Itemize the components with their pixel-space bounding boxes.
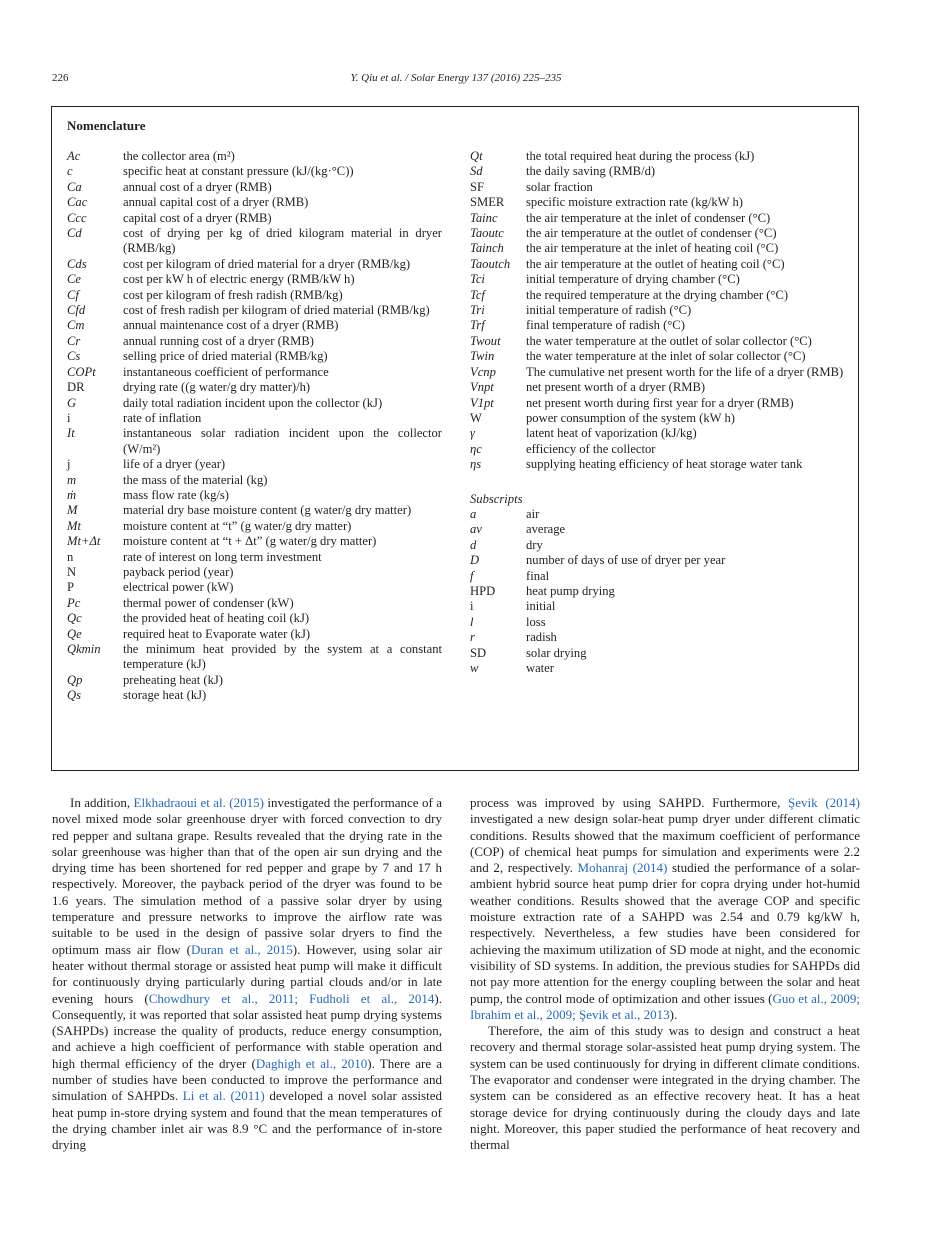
citation-link[interactable]: Daghigh et al., 2010 — [255, 1055, 368, 1071]
paragraph-text: In addition, — [70, 795, 134, 810]
nomenclature-entry — [67, 211, 442, 226]
nomenclature-definition: net present worth during first year for a dryer (RMB) — [526, 395, 794, 410]
nomenclature-entry — [67, 534, 442, 549]
citation-link[interactable]: Chowdhury et al., 2011; Fudholi et al., 2014 — [148, 990, 435, 1006]
nomenclature-symbol: j — [67, 457, 71, 472]
nomenclature-definition: final temperature of radish (°C) — [526, 318, 685, 333]
nomenclature-symbol: SD — [470, 645, 487, 660]
nomenclature-symbol: G — [67, 395, 77, 410]
nomenclature-symbol: It — [67, 426, 75, 441]
nomenclature-entry — [67, 272, 442, 287]
citation-link[interactable]: Guo et al., 2009; Ibrahim et al., 2009; Şevik et al., 2013 — [470, 990, 860, 1022]
nomenclature-entry — [470, 538, 850, 553]
nomenclature-entry — [470, 396, 850, 411]
nomenclature-entry — [470, 257, 850, 272]
nomenclature-box — [51, 106, 859, 771]
nomenclature-symbol: Ce — [67, 272, 81, 287]
nomenclature-definition: rate of inflation — [123, 410, 202, 425]
nomenclature-symbol: Qp — [67, 672, 83, 687]
nomenclature-definition: capital cost of a dryer (RMB) — [123, 210, 272, 225]
nomenclature-symbol: ṁ — [67, 487, 77, 502]
nomenclature-entry — [67, 257, 442, 272]
nomenclature-symbol: Twout — [470, 333, 501, 348]
nomenclature-symbol: Ac — [67, 149, 81, 163]
nomenclature-entry — [470, 288, 850, 303]
nomenclature-definition: the air temperature at the outlet of condenser (°C) — [526, 226, 777, 241]
nomenclature-symbol: D — [470, 553, 480, 568]
nomenclature-entry — [470, 334, 850, 349]
nomenclature-definition: the provided heat of heating coil (kJ) — [123, 611, 310, 626]
nomenclature-symbol: Cf — [67, 287, 79, 302]
nomenclature-entry — [470, 211, 850, 226]
nomenclature-symbol: m — [67, 472, 77, 487]
paragraph-text: ). Consequently, it was reported that solar assisted heat pump drying systems (SAHPDs) increase the quality of products, reduce energy consumption, and achieve a high coefficient of performance with stable operation and high thermal efficiency of the dryer ( — [52, 990, 443, 1071]
nomenclature-symbol: V1pt — [470, 395, 494, 410]
nomenclature-entry — [67, 673, 442, 688]
nomenclature-symbol: r — [470, 630, 475, 645]
paragraph-text: investigated a new design solar-heat pump dryer under different climatic conditions. Results showed that the maximum coefficient of performance (COP) of chemical heat pumps for simulation and experiments were 2.2 and 2, respectively. — [470, 811, 860, 876]
nomenclature-symbol: M — [67, 503, 78, 518]
nomenclature-definition: loss — [526, 614, 546, 629]
nomenclature-symbol: Vnpt — [470, 380, 494, 395]
nomenclature-symbol: HPD — [470, 583, 496, 598]
nomenclature-symbol: f — [470, 568, 474, 583]
nomenclature-symbol: ηs — [470, 457, 482, 472]
nomenclature-symbol: SF — [470, 179, 485, 194]
nomenclature-symbol: i — [67, 410, 71, 425]
nomenclature-definition: annual cost of a dryer (RMB) — [123, 179, 272, 194]
nomenclature-entry — [67, 473, 442, 488]
nomenclature-symbol: Taoutch — [470, 256, 511, 271]
nomenclature-entry — [470, 569, 850, 584]
paragraph-text: investigated the performance of a novel mixed mode solar greenhouse dryer with forced convection to dry red pepper and sultana grape. Results revealed that the drying rate in the solar greenhouse was higher than that of the open air sun drying and the drying time has been shortened for red pepper and grape by 7 and 17 h respectively. Moreover, the payback period of the dryer was found to be 1.6 years. The simulation method of a passive solar dryer by using temperature and pressure networks to improve the airflow rate was suitable to be used in the design of passive solar dryers to find the optimum mass air flow ( — [52, 795, 443, 957]
nomenclature-definition: the air temperature at the inlet of condenser (°C) — [526, 210, 771, 225]
nomenclature-symbol: w — [470, 661, 479, 675]
nomenclature-definition: water — [526, 661, 554, 675]
nomenclature-symbol: Qc — [67, 611, 82, 626]
nomenclature-symbol: av — [470, 522, 482, 537]
nomenclature-entry — [67, 195, 442, 210]
nomenclature-entry — [470, 226, 850, 241]
subscripts-title: Subscripts — [470, 491, 523, 506]
nomenclature-entry — [67, 611, 442, 626]
nomenclature-symbol: Ca — [67, 179, 82, 194]
citation-link[interactable]: Mohanraj (2014) — [577, 860, 668, 876]
nomenclature-symbol: Cac — [67, 195, 88, 210]
nomenclature-definition: moisture content at “t + Δt” (g water/g dry matter) — [123, 534, 377, 549]
nomenclature-definition: the daily saving (RMB/d) — [526, 164, 656, 179]
nomenclature-symbol: i — [470, 599, 474, 614]
nomenclature-symbol: Cds — [67, 256, 87, 271]
nomenclature-entry — [67, 164, 442, 179]
nomenclature-definition: the water temperature at the inlet of solar collector (°C) — [526, 349, 806, 364]
nomenclature-entry — [470, 411, 850, 426]
nomenclature-entry — [67, 288, 442, 303]
nomenclature-definition: cost per kilogram of dried material for a dryer (RMB/kg) — [123, 256, 411, 271]
page-header — [52, 72, 860, 88]
nomenclature-entry — [470, 164, 850, 179]
nomenclature-definition: power consumption of the system (kW h) — [526, 410, 735, 425]
body-right-column — [470, 795, 860, 1154]
nomenclature-definition: the air temperature at the inlet of heating coil (°C) — [526, 241, 779, 256]
paragraph — [470, 1023, 860, 1153]
nomenclature-entry — [67, 380, 442, 395]
nomenclature-definition: daily total radiation incident upon the collector (kJ) — [123, 395, 383, 410]
nomenclature-symbol: Tcf — [470, 287, 485, 302]
nomenclature-symbol: c — [67, 164, 73, 179]
nomenclature-definition: instantaneous coefficient of performance — [123, 364, 329, 379]
nomenclature-definition: mass flow rate (kg/s) — [123, 487, 229, 502]
nomenclature-definition: the water temperature at the outlet of solar collector (°C) — [526, 333, 812, 348]
nomenclature-entry — [67, 596, 442, 611]
nomenclature-entry — [470, 272, 850, 287]
nomenclature-definition: cost of fresh radish per kilogram of dried material (RMB/kg) — [123, 303, 430, 318]
nomenclature-definition: thermal power of condenser (kW) — [123, 595, 294, 610]
nomenclature-symbol: Mt+Δt — [67, 534, 101, 549]
nomenclature-definition: selling price of dried material (RMB/kg) — [123, 349, 328, 364]
nomenclature-entry — [67, 396, 442, 411]
nomenclature-definition: average — [526, 522, 566, 537]
nomenclature-symbol: W — [470, 410, 482, 425]
nomenclature-symbol: Cr — [67, 333, 81, 348]
nomenclature-definition: cost of drying per kg of dried kilogram material in dryer (RMB/kg) — [123, 226, 442, 256]
nomenclature-symbol: Tri — [470, 303, 485, 318]
paragraph-text: studied the performance of a solar-ambient hybrid source heat pump drier for copra drying under hot-humid weather conditions. Results showed that the average COP and specific moisture extraction rate of a SAHPD was 2.54 and 0.79 kg/kW h, respectively. Nevertheless, a few studies have been considered for achieving the maximum utilization of SD mode at night, and the economic visibility of SD systems. In addition, the previous studies for SAHPDs did not pay more attention for the energy coupling between the solar and heat pump, the control mode of optimization and other issues ( — [470, 860, 860, 1006]
nomenclature-definition: dry — [526, 537, 543, 552]
nomenclature-symbol: Qe — [67, 626, 82, 641]
nomenclature-symbol: SMER — [470, 195, 505, 210]
nomenclature-entry — [67, 149, 442, 164]
nomenclature-entry — [67, 688, 442, 703]
paragraph-text: ). There are a number of studies have been conducted to improve the performance and simulation of SAHPDs. — [52, 1055, 443, 1104]
nomenclature-entry — [67, 565, 442, 580]
nomenclature-entry — [67, 426, 442, 457]
citation-link[interactable]: Duran et al., 2015 — [190, 941, 293, 957]
nomenclature-symbol: Qt — [470, 149, 483, 163]
nomenclature-entry — [67, 519, 442, 534]
citation-link[interactable]: Şevik (2014) — [788, 795, 860, 810]
nomenclature-definition: final — [526, 568, 550, 583]
nomenclature-entry — [470, 241, 850, 256]
nomenclature-entry — [470, 195, 850, 210]
nomenclature-entry — [67, 349, 442, 364]
nomenclature-definition: payback period (year) — [123, 564, 234, 579]
nomenclature-definition: the mass of the material (kg) — [123, 472, 268, 487]
nomenclature-symbol: Qs — [67, 688, 81, 703]
nomenclature-symbol: Vcnp — [470, 364, 496, 379]
nomenclature-entry — [470, 584, 850, 599]
nomenclature-definition: drying rate ((g water/g dry matter)/h) — [123, 380, 311, 395]
nomenclature-definition: cost per kilogram of fresh radish (RMB/kg) — [123, 287, 343, 302]
nomenclature-entry — [67, 334, 442, 349]
nomenclature-entry — [470, 380, 850, 395]
nomenclature-definition: the collector area (m²) — [123, 149, 235, 163]
nomenclature-definition: solar fraction — [526, 179, 593, 194]
nomenclature-entry — [470, 457, 850, 472]
nomenclature-definition: efficiency of the collector — [526, 441, 656, 456]
nomenclature-entry — [470, 149, 850, 164]
nomenclature-symbol: Trf — [470, 318, 485, 333]
nomenclature-entry — [470, 507, 850, 522]
nomenclature-right-column — [470, 149, 850, 676]
citation-link[interactable]: Elkhadraoui et al. (2015) — [133, 795, 264, 810]
nomenclature-definition: latent heat of vaporization (kJ/kg) — [526, 426, 697, 441]
nomenclature-definition: supplying heating efficiency of heat storage water tank — [526, 457, 803, 472]
paragraph-text: process was improved by using SAHPD. Furthermore, — [470, 795, 789, 810]
nomenclature-definition: annual running cost of a dryer (RMB) — [123, 333, 314, 348]
nomenclature-definition: heat pump drying — [526, 583, 615, 598]
nomenclature-symbol: P — [67, 580, 75, 595]
nomenclature-symbol: Twin — [470, 349, 495, 364]
nomenclature-symbol: Ccc — [67, 210, 87, 225]
nomenclature-definition: the minimum heat provided by the system at a constant temperature (kJ) — [123, 642, 442, 672]
nomenclature-left-column — [67, 149, 442, 704]
nomenclature-entry — [67, 180, 442, 195]
nomenclature-symbol: Pc — [67, 595, 81, 610]
nomenclature-symbol: N — [67, 564, 77, 579]
nomenclature-definition: initial temperature of drying chamber (°C) — [526, 272, 740, 287]
nomenclature-entry — [67, 503, 442, 518]
nomenclature-symbol: Cd — [67, 226, 82, 241]
nomenclature-definition: material dry base moisture content (g water/g dry matter) — [123, 503, 412, 518]
nomenclature-entry — [67, 365, 442, 380]
nomenclature-symbol: COPt — [67, 364, 96, 379]
nomenclature-symbol: Sd — [470, 164, 483, 179]
nomenclature-symbol: Tainch — [470, 241, 504, 256]
nomenclature-entry — [470, 442, 850, 457]
nomenclature-title: Nomenclature — [67, 118, 146, 133]
nomenclature-entry — [470, 180, 850, 195]
nomenclature-definition: initial — [526, 599, 556, 614]
nomenclature-definition: specific heat at constant pressure (kJ/(kg·°C)) — [123, 164, 354, 179]
nomenclature-symbol: γ — [470, 426, 475, 441]
nomenclature-symbol: Cs — [67, 349, 81, 364]
nomenclature-entry — [470, 426, 850, 441]
nomenclature-definition: electrical power (kW) — [123, 580, 234, 595]
paragraph-text: ). However, using solar air heater without thermal storage or assisted heat pump will make it difficult for continuously drying particularly during partial clouds and/or in late evening hours ( — [52, 941, 442, 1006]
nomenclature-symbol: DR — [67, 380, 85, 395]
nomenclature-definition: instantaneous solar radiation incident upon the collector (W/m²) — [123, 426, 442, 456]
nomenclature-symbol: a — [470, 506, 477, 521]
paragraph — [470, 795, 860, 1023]
nomenclature-symbol: n — [67, 549, 74, 564]
nomenclature-entry — [67, 303, 442, 318]
nomenclature-entry — [67, 627, 442, 642]
running-title: Y. Qiu et al. / Solar Energy 137 (2016) 225–235 — [350, 72, 562, 84]
nomenclature-entry — [67, 318, 442, 333]
nomenclature-entry — [470, 661, 850, 676]
page-number: 226 — [52, 72, 69, 84]
nomenclature-entry — [67, 642, 442, 673]
nomenclature-definition: moisture content at “t” (g water/g dry matter) — [123, 518, 352, 533]
nomenclature-entry — [470, 365, 850, 380]
nomenclature-symbol: ηc — [470, 441, 482, 456]
nomenclature-symbol: Mt — [67, 518, 81, 533]
nomenclature-definition: air — [526, 506, 540, 521]
nomenclature-symbol: Qkmin — [67, 642, 101, 656]
nomenclature-entry — [67, 580, 442, 595]
nomenclature-definition: preheating heat (kJ) — [123, 672, 224, 687]
nomenclature-entry — [470, 522, 850, 537]
nomenclature-definition: specific moisture extraction rate (kg/kW h) — [526, 195, 743, 210]
nomenclature-definition: the total required heat during the process (kJ) — [526, 149, 755, 163]
nomenclature-entry — [470, 349, 850, 364]
paragraph-text: ). — [669, 1006, 678, 1022]
nomenclature-symbol: Tainc — [470, 210, 498, 225]
nomenclature-symbol: Tci — [470, 272, 485, 287]
nomenclature-definition: annual maintenance cost of a dryer (RMB) — [123, 318, 339, 333]
nomenclature-entry — [470, 303, 850, 318]
nomenclature-definition: The cumulative net present worth for the life of a dryer (RMB) — [526, 364, 844, 379]
paragraph — [52, 795, 442, 1154]
nomenclature-entry — [67, 488, 442, 503]
nomenclature-definition: initial temperature of radish (°C) — [526, 303, 692, 318]
nomenclature-entry — [470, 646, 850, 661]
nomenclature-definition: life of a dryer (year) — [123, 457, 226, 472]
nomenclature-definition: radish — [526, 630, 557, 645]
nomenclature-definition: the required temperature at the drying chamber (°C) — [526, 287, 789, 302]
paragraph-text: Therefore, the aim of this study was to design and construct a heat recovery and thermal storage solar-assisted heat pump drying system. The system can be used continuously for drying in different climate conditions. The evaporator and condenser were integrated in the drying chamber. The system can be considered as an effective recovery heat. It has a heat storage device for drying continuously during the cloudy days and late night. Moreover, this paper studied the performance of heat recovery and thermal — [470, 1023, 860, 1153]
nomenclature-definition: storage heat (kJ) — [123, 688, 207, 703]
paragraph-text: developed a novel solar assisted heat pump in-store drying system and found that the mean temperatures of the drying chamber inlet air was 8.9 °C and the performance of in-store drying — [52, 1088, 442, 1153]
nomenclature-definition: net present worth of a dryer (RMB) — [526, 380, 706, 395]
nomenclature-entry — [470, 318, 850, 333]
nomenclature-definition: the air temperature at the outlet of heating coil (°C) — [526, 256, 785, 271]
nomenclature-entry — [470, 615, 850, 630]
nomenclature-entry — [67, 226, 442, 257]
nomenclature-symbol: l — [470, 614, 474, 629]
nomenclature-entry — [67, 411, 442, 426]
nomenclature-entry — [67, 457, 442, 472]
nomenclature-symbol: Cfd — [67, 303, 86, 318]
nomenclature-entry — [470, 553, 850, 568]
nomenclature-entry — [470, 599, 850, 614]
nomenclature-definition: number of days of use of dryer per year — [526, 553, 726, 568]
nomenclature-symbol: Taoutc — [470, 226, 504, 241]
nomenclature-definition: required heat to Evaporate water (kJ) — [123, 626, 311, 641]
nomenclature-definition: solar drying — [526, 645, 587, 660]
nomenclature-definition: rate of interest on long term investment — [123, 549, 322, 564]
nomenclature-definition: annual capital cost of a dryer (RMB) — [123, 195, 309, 210]
nomenclature-entry — [67, 550, 442, 565]
nomenclature-entry — [470, 630, 850, 645]
citation-link[interactable]: Li et al. (2011) — [182, 1088, 265, 1104]
nomenclature-definition: cost per kW h of electric energy (RMB/kW h) — [123, 272, 355, 287]
nomenclature-symbol: Cm — [67, 318, 85, 333]
nomenclature-symbol: d — [470, 537, 477, 552]
body-left-column — [52, 795, 442, 1154]
